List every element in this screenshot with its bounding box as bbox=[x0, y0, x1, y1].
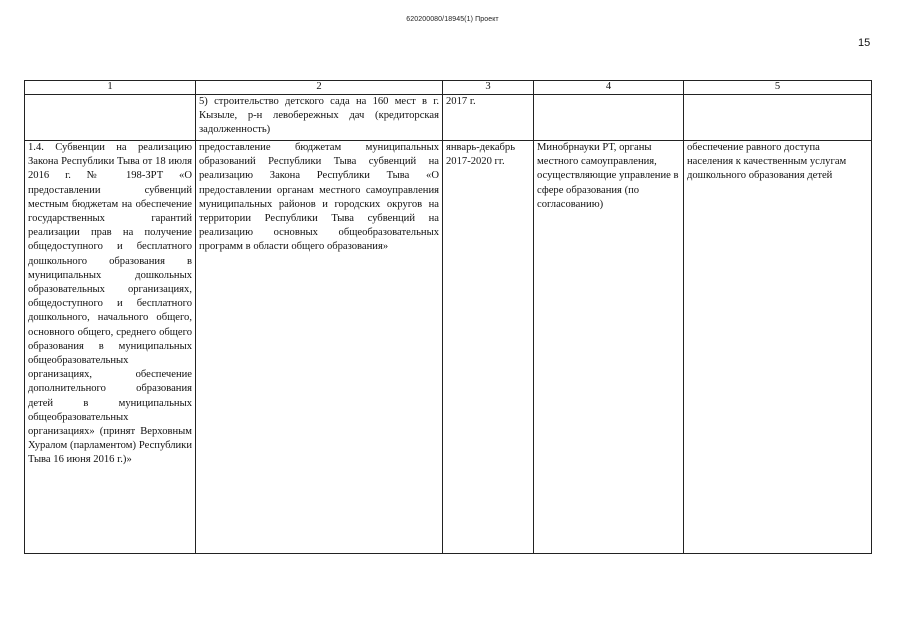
column-header-4: 4 bbox=[534, 81, 684, 95]
column-header-2: 2 bbox=[196, 81, 443, 95]
column-header-5: 5 bbox=[684, 81, 872, 95]
document-id: 620200080/18945(1) Проект bbox=[406, 16, 499, 23]
cell-activity: 1.4. Субвенции на реализацию Закона Республики Тыва от 18 июля 2016 г. № 198-ЗРТ «О предоставлении субвенций местным бюджетам на обеспечение государственных гарантий реализации прав на получение общедоступного и бесплатного дошкольного образования в муниципальных дошкольных образовательных организациях, общедоступного и бесплатного дошкольного, начального общего, основного общего, среднего общего образования в муниципальных общеобразовательных организациях, обеспечение дополнительного образования детей в муниципальных общеобразовательных организациях» (принят Верховным Хуралом (парламентом) Республики Тыва 16 июня 2016 г.)» bbox=[25, 141, 196, 554]
cell-description: 5) строительство детского сада на 160 мест в г. Кызыле, р-н левобережных дач (кредиторская задолженность) bbox=[196, 95, 443, 141]
column-header-3: 3 bbox=[443, 81, 534, 95]
program-table bbox=[24, 80, 872, 554]
page-number: 15 bbox=[858, 37, 871, 49]
cell-period: 2017 г. bbox=[443, 95, 534, 141]
table-row bbox=[25, 141, 872, 554]
column-header-1: 1 bbox=[25, 81, 196, 95]
table-row bbox=[25, 95, 872, 141]
cell-responsible: Минобрнауки РТ, органы местного самоуправления, осуществляющие управление в сфере образования (по согласованию) bbox=[534, 141, 684, 554]
cell-description: предоставление бюджетам муниципальных образований Республики Тыва субвенций на реализацию Закона Республики Тыва «О предоставлении органам местного самоуправления муниципальных районов и городских округов на территории Республики Тыва субвенций на реализацию основных общеобразовательных программ в области общего образования» bbox=[196, 141, 443, 554]
cell-activity bbox=[25, 95, 196, 141]
cell-period: январь-декабрь 2017-2020 гг. bbox=[443, 141, 534, 554]
cell-responsible bbox=[534, 95, 684, 141]
cell-result bbox=[684, 95, 872, 141]
table-header-row bbox=[25, 81, 872, 95]
cell-result: обеспечение равного доступа населения к качественным услугам дошкольного образования детей bbox=[684, 141, 872, 554]
